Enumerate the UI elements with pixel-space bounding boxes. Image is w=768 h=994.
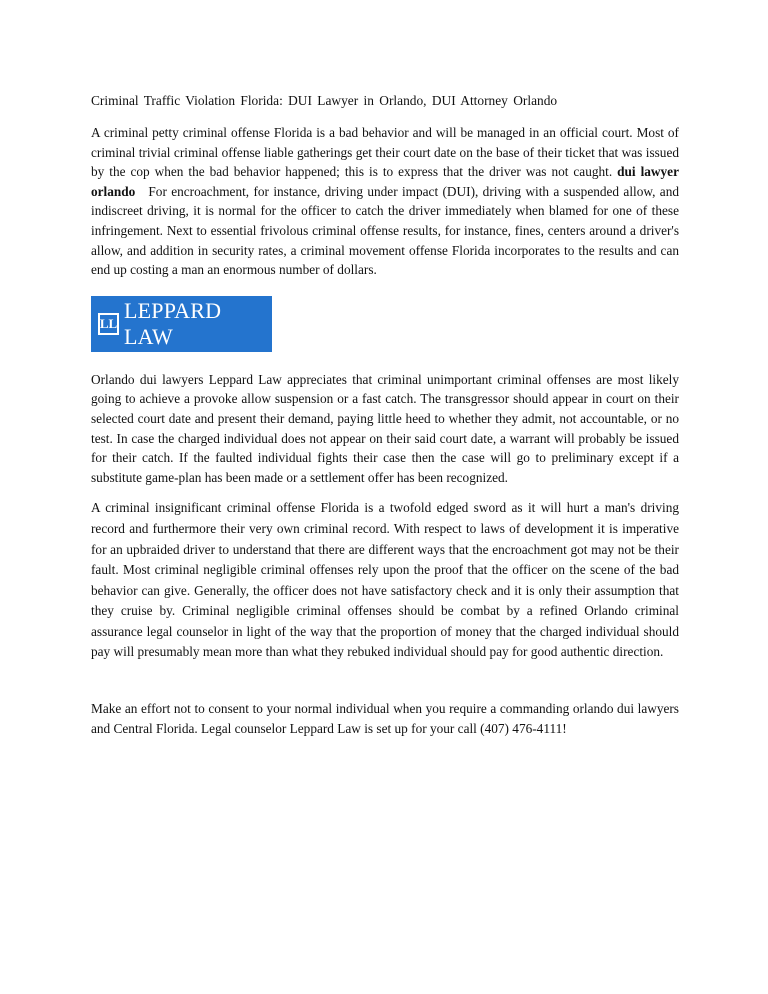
document-content (91, 92, 679, 738)
paragraph-leppard-law: Orlando dui lawyers Leppard Law appreciates that criminal unimportant criminal offenses are most likely going to achieve a provoke allow suspension or a fast catch. The transgressor should appear in court on their selected court date and present their demand, paying little heed to whether they admit, not accountable, or no test. In case the charged individual does not appear on their said court date, a warrant will probably be issued for their catch. If the faulted individual fights their case then the case will go to preliminary except if a substitute game-plan has been made or a settlement offer has been recognized. (91, 371, 679, 485)
leppard-law-logo (91, 296, 272, 352)
paragraph-intro-continued: For encroachment, for instance, driving under impact (DUI), driving with a suspended allow, and indiscreet driving, it is normal for the officer to catch the driver immediately when blamed for one of these infringement. Next to essential frivolous criminal offense results, for instance, fines, centers around a driver's allow, and addition in security rates, a criminal movement offense Florida incorporates to the results and can end up costing a man an enormous number of dollars. (91, 183, 679, 278)
document-title: Criminal Traffic Violation Florida: DUI Lawyer in Orlando, DUI Attorney Orlando (91, 93, 558, 108)
paragraph-intro (91, 123, 679, 280)
logo-text: LEPPARD LAW (124, 297, 222, 349)
paragraph-contact: Make an effort not to consent to your normal individual when you require a commanding orlando dui lawyers and Central Florida. Legal counselor Leppard Law is set up for your call (407) 476-4111! (91, 701, 679, 736)
paragraph-twofold-sword: A criminal insignificant criminal offense Florida is a twofold edged sword as it will hurt a man's driving record and furthermore their very own criminal record. With respect to laws of development it is imperative for an upbraided driver to understand that there are different ways that the encroachment got may not be their fault. Most criminal negligible criminal offenses rely upon the proof that the officer on the scene of the bad behavior can give. Generally, the officer does not have satisfactory check and it is only their assumption that they cruise by. Criminal negligible criminal offenses should be combat by a refined Orlando criminal assurance legal counselor in light of the way that the proportion of money that the charged individual should pay will presumably mean more than what they rebuked individual should pay for good authentic direction. (91, 500, 679, 660)
logo-mark-icon: LL (98, 313, 119, 335)
keyword-link[interactable]: dui lawyer orlando (91, 164, 679, 199)
paragraph-intro-text: A criminal petty criminal offense Florida is a bad behavior and will be managed in an official court. Most of criminal trivial criminal offense liable gatherings get their court date on the base of their ticket that was issued by the cop when the bad behavior happened; this is to express that the driver was not caught. (91, 125, 679, 180)
